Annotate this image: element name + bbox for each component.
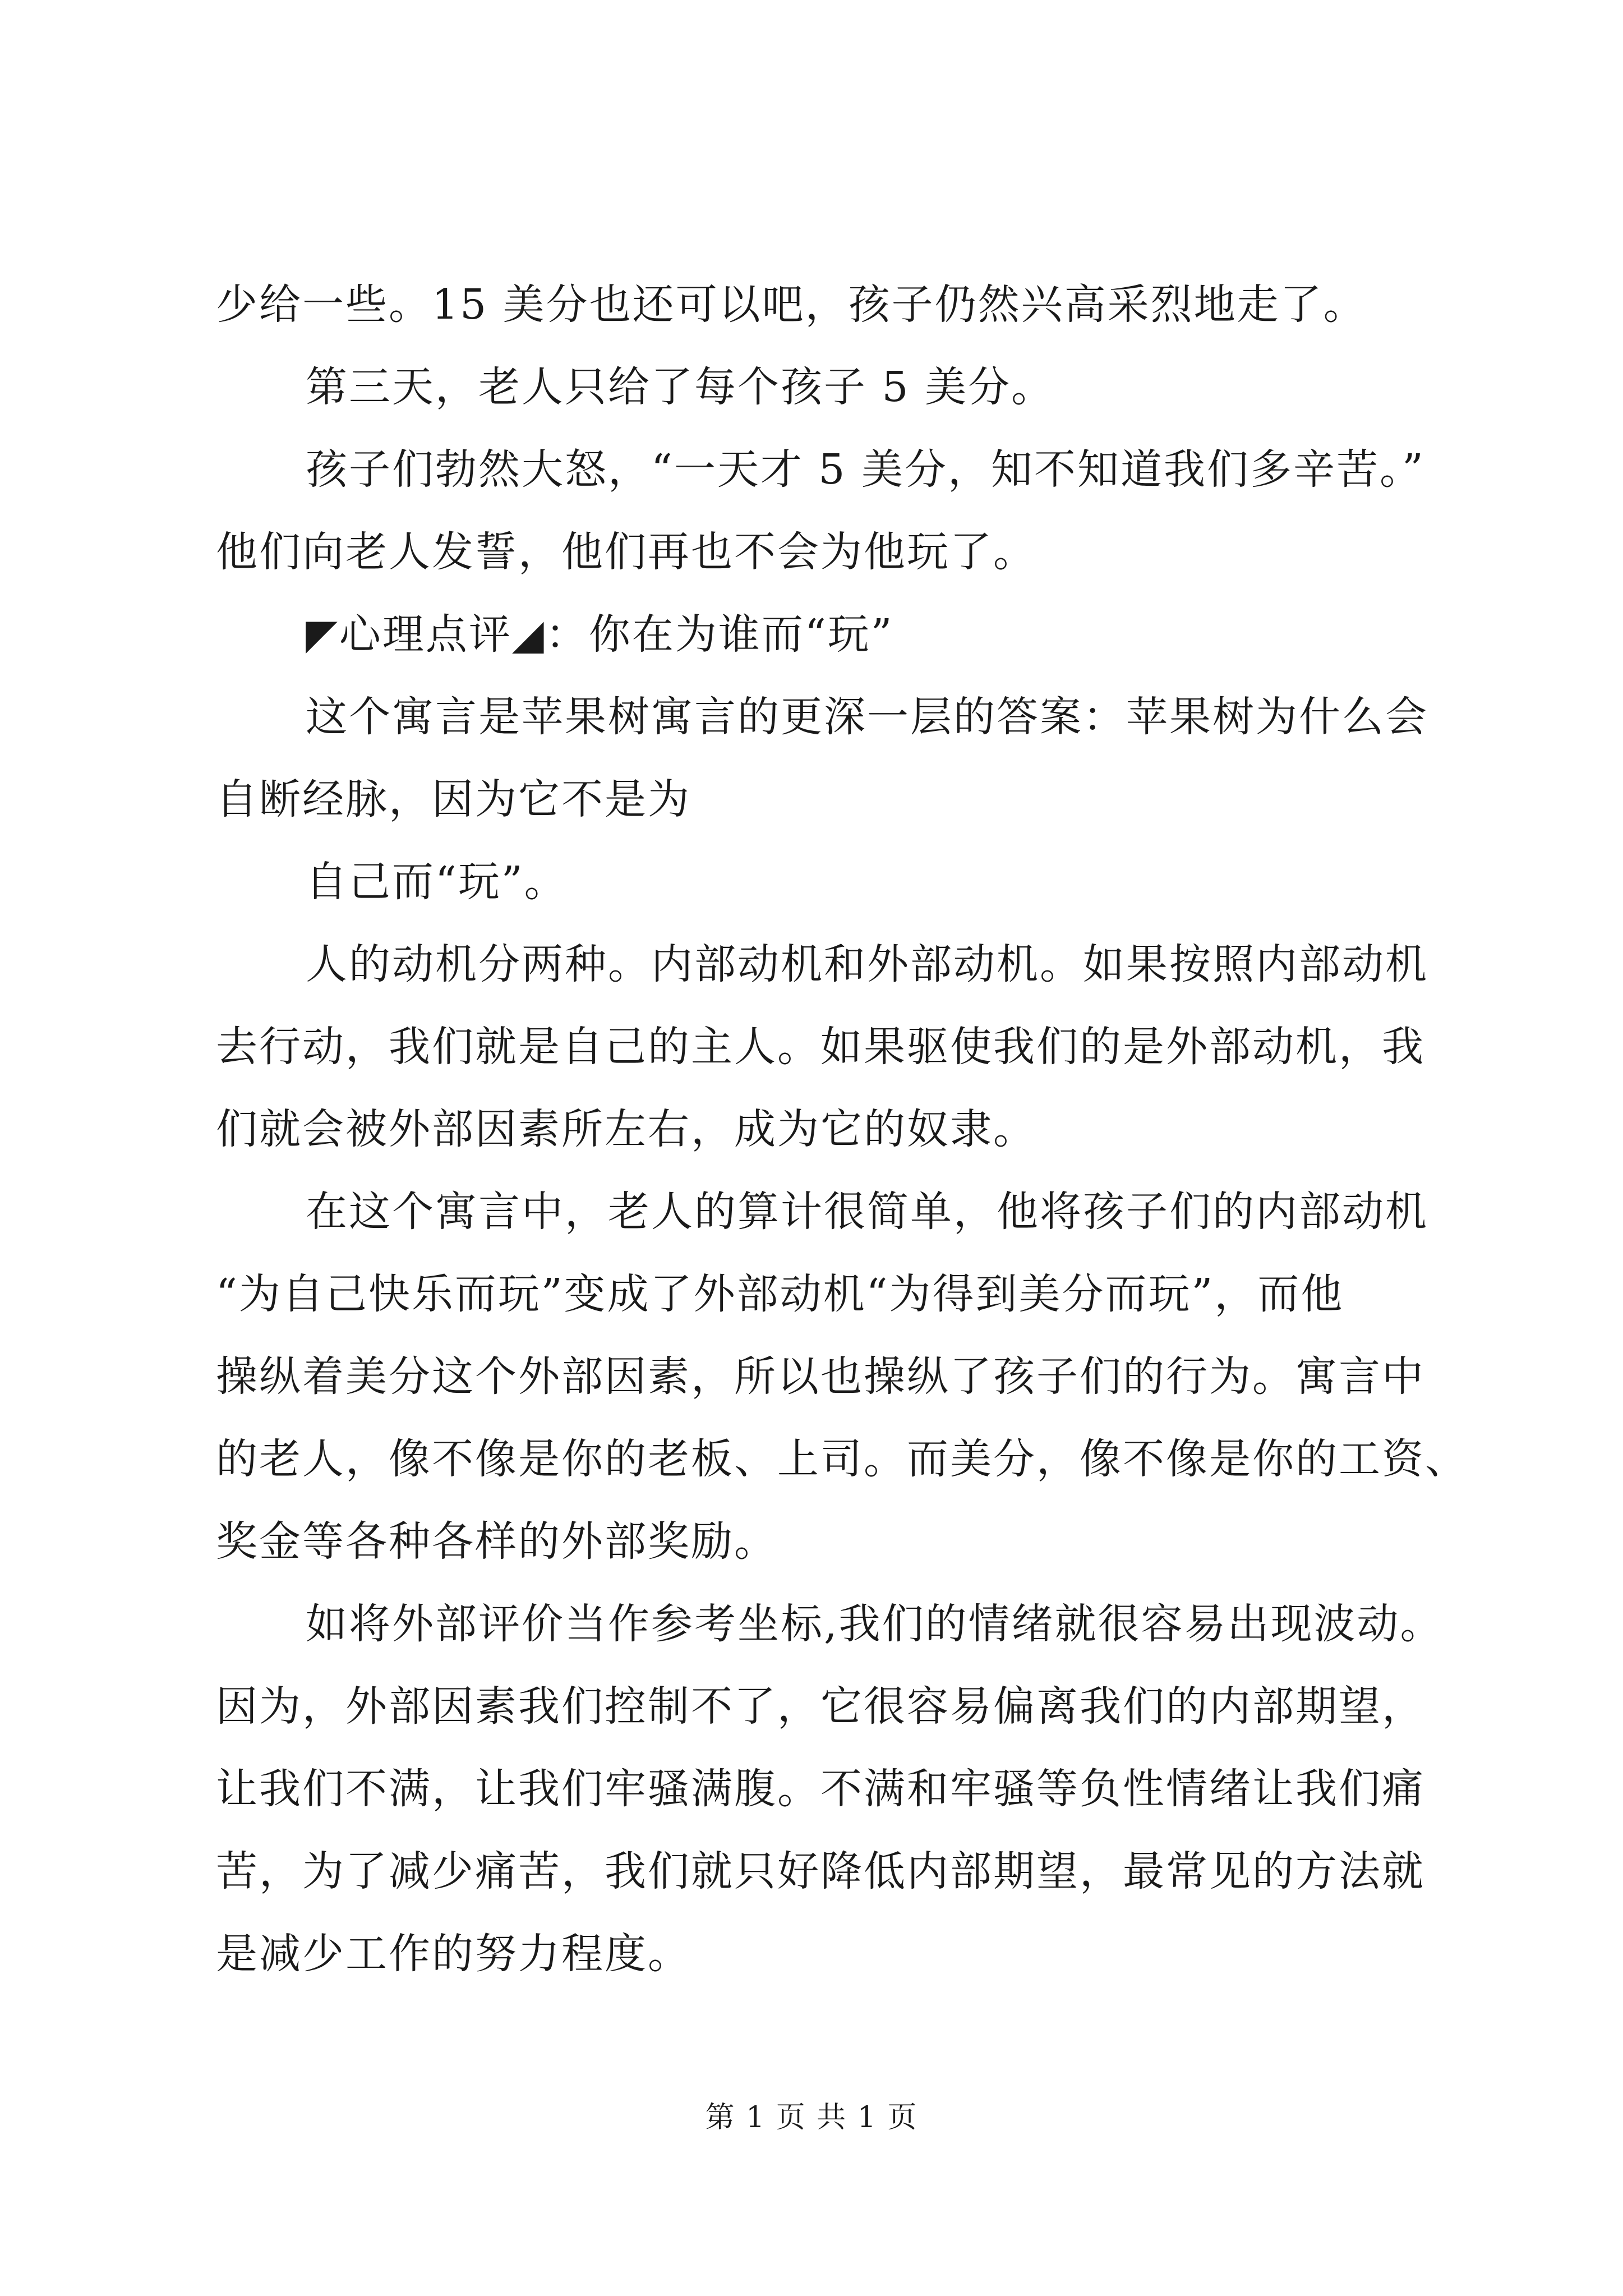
text-line: 少给一些。15 美分也还可以吧，孩子仍然兴高采烈地走了。 [216, 280, 1367, 329]
text-line: 是减少工作的努力程度。 [216, 1930, 691, 1978]
text-line: 让我们不满，让我们牢骚满腹。不满和牢骚等负性情绪让我们痛 [216, 1765, 1425, 1813]
document-body [216, 264, 1468, 1995]
text-line: 在这个寓言中，老人的算计很简单，他将孩子们的内部动机 [306, 1188, 1428, 1236]
text-line: 人的动机分两种。内部动机和外部动机。如果按照内部动机 [306, 940, 1428, 988]
text-line: 操纵着美分这个外部因素，所以也操纵了孩子们的行为。寓言中 [216, 1352, 1425, 1401]
text-line: 他们向老人发誓，他们再也不会为他玩了。 [216, 528, 1036, 576]
text-line: 的老人，像不像是你的老板、上司。而美分，像不像是你的工资、 [216, 1435, 1468, 1483]
text-line: 去行动，我们就是自己的主人。如果驱使我们的是外部动机，我 [216, 1023, 1425, 1071]
text-line: 因为，外部因素我们控制不了，它很容易偏离我们的内部期望， [216, 1682, 1425, 1731]
text-line: 们就会被外部因素所左右，成为它的奴隶。 [216, 1105, 1036, 1153]
text-line: ◤心理点评◢：你在为谁而“玩” [306, 610, 894, 659]
text-line: 奖金等各种各样的外部奖励。 [216, 1517, 777, 1566]
text-line: 如将外部评价当作参考坐标,我们的情绪就很容易出现波动。 [306, 1600, 1444, 1648]
text-line: 自己而“玩”。 [306, 858, 568, 906]
text-line: 孩子们勃然大怒，“一天才 5 美分，知不知道我们多辛苦。” [306, 445, 1425, 494]
text-line: 苦，为了减少痛苦，我们就只好降低内部期望，最常见的方法就 [216, 1847, 1425, 1895]
text-line: 自断经脉，因为它不是为 [216, 775, 691, 823]
page-footer: 第 1 页 共 1 页 [705, 2101, 918, 2134]
text-line: “为自己快乐而玩”变成了外部动机“为得到美分而玩”，而他 [216, 1270, 1344, 1318]
text-line: 第三天，老人只给了每个孩子 5 美分。 [306, 363, 1055, 411]
text-line: 这个寓言是苹果树寓言的更深一层的答案：苹果树为什么会 [306, 693, 1428, 741]
